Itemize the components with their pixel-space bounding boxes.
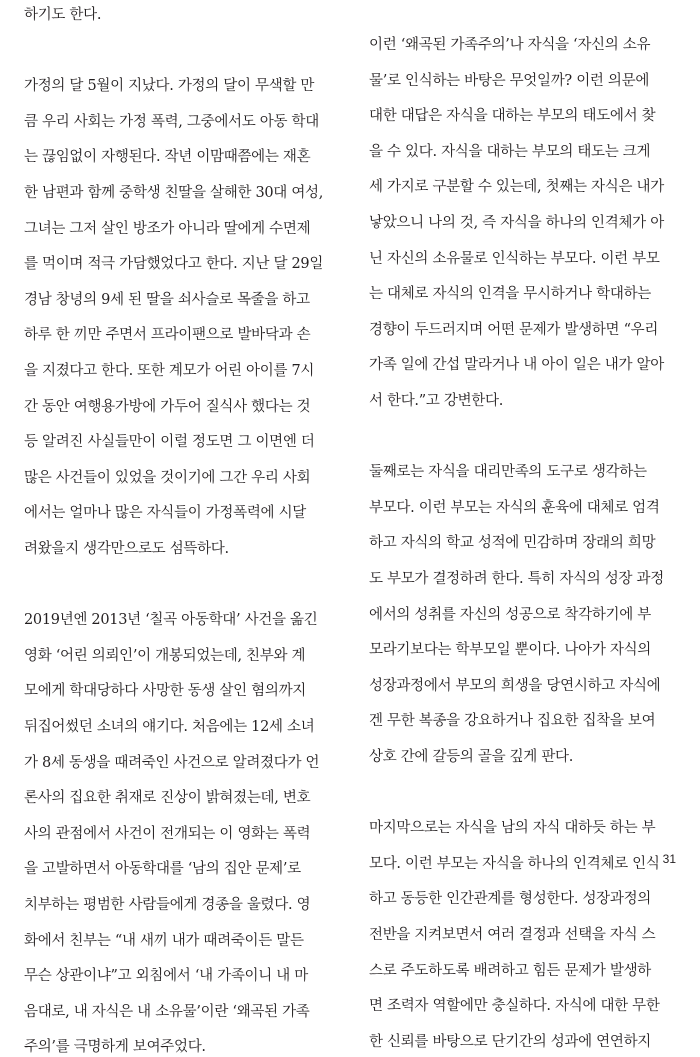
text-line: 에서는 얼마나 많은 자식들이 가정폭력에 시달 (24, 505, 306, 521)
text-line: 화에서 친부는 “내 새끼 내가 때려죽이든 말든 (24, 933, 304, 949)
text-line: 경향이 두드러지며 어떤 문제가 발생하면 “우리 (369, 322, 659, 338)
text-line: 뒤집어썼던 소녀의 얘기다. 처음에는 12세 소녀 (24, 719, 315, 735)
text-line: 겐 무한 복종을 강요하거나 집요한 집착을 보여 (369, 713, 656, 729)
text-line: 2019년엔 2013년 ‘칠곡 아동학대’ 사건을 옮긴 (24, 612, 318, 628)
text-line: 이런 ‘왜곡된 가족주의’나 자식을 ‘자신의 소유 (369, 37, 651, 53)
text-line: 가정의 달 5월이 지났다. 가정의 달이 무색할 만 (24, 78, 315, 94)
text-line: 가족 일에 간섭 말라거나 내 아이 일은 내가 알아 (369, 357, 664, 373)
text-line: 도 부모가 결정하려 한다. 특히 자식의 성장 과정 (369, 571, 664, 587)
text-line: 가 8세 동생을 때려죽인 사건으로 알려졌다가 언 (24, 755, 320, 771)
text-line: 스로 주도하도록 배려하고 힘든 문제가 발생하 (369, 963, 651, 979)
text-line: 무슨 상관이냐”고 외침에서 ‘내 가족이니 내 마 (24, 968, 309, 984)
text-line: 한 남편과 함께 중학생 친딸을 살해한 30대 여성, (24, 185, 324, 201)
text-line: 세 가지로 구분할 수 있는데, 첫째는 자식은 내가 (369, 179, 664, 195)
text-line: 모에게 학대당하다 사망한 동생 살인 혐의까지 (24, 683, 306, 699)
text-line: 모라기보다는 학부모일 뿐이다. 나아가 자식의 (369, 642, 651, 658)
text-line: 는 대체로 자식의 인격을 무시하거나 학대하는 (369, 286, 651, 302)
text-line: 을 고발하면서 아동학대를 ‘남의 집안 문제’로 (24, 861, 301, 877)
text-line: 낳았으니 나의 것, 즉 자식을 하나의 인격체가 아 (369, 215, 664, 231)
text-line: 주의’를 극명하게 보여주었다. (24, 1039, 206, 1055)
text-line: 하고 동등한 인간관계를 형성한다. 성장과정의 (369, 891, 651, 907)
text-line: 물’로 인식하는 바탕은 무엇일까? 이런 의문에 (369, 73, 650, 89)
text-line: 마지막으로는 자식을 남의 자식 대하듯 하는 부 (369, 820, 656, 836)
text-line: 부모다. 이런 부모는 자식의 훈육에 대체로 엄격 (369, 500, 660, 516)
text-line: 에서의 성취를 자신의 성공으로 착각하기에 부 (369, 607, 651, 623)
text-line: 둘째로는 자식을 대리만족의 도구로 생각하는 (369, 464, 647, 480)
text-line: 론사의 집요한 취재로 진상이 밝혀졌는데, 변호 (24, 790, 311, 806)
text-line: 전반을 지켜보면서 여러 결정과 선택을 자식 스 (369, 927, 656, 943)
text-line: 영화 ‘어린 의뢰인’이 개봉되었는데, 친부와 계 (24, 648, 306, 664)
text-line: 경남 창녕의 9세 된 딸을 쇠사슬로 목줄을 하고 (24, 292, 310, 308)
text-line: 한 신뢰를 바탕으로 단기간의 성과에 연연하지 (369, 1034, 651, 1050)
text-line: 음대로, 내 자식은 내 소유물’이란 ‘왜곡된 가족 (24, 1004, 310, 1020)
text-line: 많은 사건들이 있었을 것이기에 그간 우리 사회 (24, 470, 311, 486)
text-line: 치부하는 평범한 사람들에게 경종을 울렸다. 영 (24, 897, 311, 913)
text-line: 려왔을지 생각만으로도 섬뜩하다. (24, 541, 229, 557)
text-line: 하기도 한다. (24, 7, 102, 23)
text-line: 상호 간에 갈등의 골을 깊게 판다. (369, 749, 574, 765)
text-line: 큼 우리 사회는 가정 폭력, 그중에서도 아동 학대 (24, 114, 319, 130)
text-line: 을 지졌다고 한다. 또한 계모가 어린 아이를 7시 (24, 363, 315, 379)
text-line: 등 알려진 사실들만이 이럴 정도면 그 이면엔 더 (24, 434, 315, 450)
text-line: 그녀는 그저 살인 방조가 아니라 딸에게 수면제 (24, 221, 311, 237)
text-line: 하루 한 끼만 주면서 프라이팬으로 발바닥과 손 (24, 327, 311, 343)
text-line: 닌 자신의 소유물로 인식하는 부모다. 이런 부모 (369, 251, 660, 267)
text-line: 간 동안 여행용가방에 가두어 질식사 했다는 것 (24, 399, 311, 415)
text-line: 모다. 이런 부모는 자식을 하나의 인격체로 인식 (369, 856, 660, 872)
text-line: 을 수 있다. 자식을 대하는 부모의 태도는 크게 (369, 144, 651, 160)
text-line: 사의 관점에서 사건이 전개되는 이 영화는 폭력 (24, 826, 311, 842)
text-line: 대한 대답은 자식을 대하는 부모의 태도에서 찾 (369, 108, 656, 124)
text-line: 성장과정에서 부모의 희생을 당연시하고 자식에 (369, 678, 661, 694)
text-line: 를 먹이며 적극 가담했었다고 한다. 지난 달 29일 (24, 256, 324, 272)
text-line: 하고 자식의 학교 성적에 민감하며 장래의 희망 (369, 535, 656, 551)
text-line: 는 끊임없이 자행된다. 작년 이맘때쯤에는 재혼 (24, 149, 311, 165)
text-line: 서 한다.”고 강변한다. (369, 393, 504, 409)
page-number: 31 (662, 852, 676, 866)
text-line: 면 조력자 역할에만 충실하다. 자식에 대한 무한 (369, 998, 660, 1014)
